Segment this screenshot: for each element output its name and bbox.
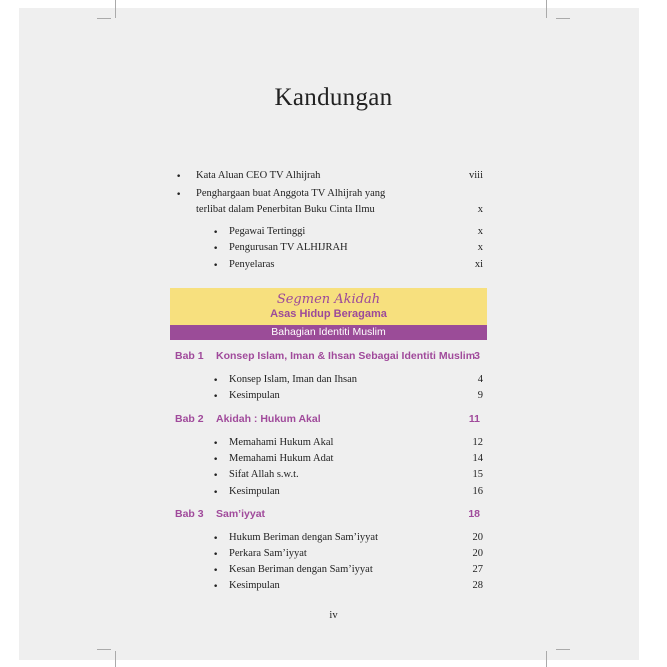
crop-mark	[546, 0, 547, 18]
segment-title: Segmen Akidah	[276, 292, 381, 307]
toc-page-number: viii	[468, 170, 483, 181]
segment-banner	[170, 288, 487, 327]
segment-subtitle: Asas Hidup Beragama	[270, 308, 387, 320]
bullet-icon: •	[176, 172, 182, 182]
toc-page-number: 20	[472, 548, 483, 559]
chapter-page-number: 11	[468, 413, 480, 425]
toc-subentry: Kesimpulan	[229, 390, 280, 401]
toc-subentry: Penyelaras	[229, 259, 275, 270]
toc-subentry: Memahami Hukum Akal	[229, 437, 334, 448]
toc-subentry: Memahami Hukum Adat	[229, 453, 334, 464]
chapter-title: Akidah : Hukum Akal	[216, 413, 321, 425]
toc-subentry: Kesimpulan	[229, 486, 280, 497]
toc-page-number: x	[477, 204, 483, 215]
crop-mark	[97, 18, 111, 19]
toc-page-number: 16	[472, 486, 483, 497]
chapter-title: Sam’iyyat	[216, 508, 266, 520]
toc-entry-continuation: terlibat dalam Penerbitan Buku Cinta Ilmu	[196, 204, 375, 215]
crop-mark	[546, 651, 547, 667]
toc-page-number: 27	[472, 564, 483, 575]
section-banner	[170, 325, 487, 340]
crop-mark	[556, 649, 570, 650]
toc-page-number: x	[477, 226, 483, 237]
chapter-page-number: 3	[474, 350, 480, 362]
bullet-icon: •	[213, 228, 219, 238]
toc-page-number: 28	[472, 580, 483, 591]
chapter-page-number: 18	[468, 508, 480, 520]
toc-page-number: 12	[472, 437, 483, 448]
toc-page-number: 20	[472, 532, 483, 543]
bullet-icon: •	[213, 376, 219, 386]
chapter-title: Konsep Islam, Iman & Ihsan Sebagai Identiti Muslim	[216, 350, 476, 362]
toc-subentry: Pegawai Tertinggi	[229, 226, 306, 237]
toc-page-number: 14	[472, 453, 483, 464]
toc-subentry: Kesan Beriman dengan Sam’iyyat	[229, 564, 373, 575]
toc-page-number: xi	[474, 259, 483, 270]
bullet-icon: •	[213, 582, 219, 592]
crop-mark	[556, 18, 570, 19]
chapter-number: Bab 3	[175, 508, 204, 520]
bullet-icon: •	[176, 190, 182, 200]
bullet-icon: •	[213, 550, 219, 560]
section-title: Bahagian Identiti Muslim	[271, 326, 386, 338]
bullet-icon: •	[213, 455, 219, 465]
bullet-icon: •	[213, 244, 219, 254]
toc-subentry: Perkara Sam’iyyat	[229, 548, 307, 559]
toc-page-number: 15	[472, 469, 483, 480]
bullet-icon: •	[213, 439, 219, 449]
toc-entry: Penghargaan buat Anggota TV Alhijrah yang	[196, 188, 386, 199]
toc-subentry: Konsep Islam, Iman dan Ihsan	[229, 374, 358, 385]
page-title: Kandungan	[274, 84, 393, 111]
bullet-icon: •	[213, 534, 219, 544]
crop-mark	[97, 649, 111, 650]
toc-subentry: Hukum Beriman dengan Sam’iyyat	[229, 532, 379, 543]
toc-page-number: 9	[477, 390, 483, 401]
bullet-icon: •	[213, 488, 219, 498]
toc-entry: Kata Aluan CEO TV Alhijrah	[196, 170, 321, 181]
toc-subentry: Pengurusan TV ALHIJRAH	[229, 242, 348, 253]
bullet-icon: •	[213, 471, 219, 481]
chapter-number: Bab 2	[175, 413, 204, 425]
toc-subentry: Kesimpulan	[229, 580, 280, 591]
bullet-icon: •	[213, 392, 219, 402]
chapter-number: Bab 1	[175, 350, 204, 362]
bullet-icon: •	[213, 566, 219, 576]
toc-page-number: 4	[477, 374, 483, 385]
toc-subentry: Sifat Allah s.w.t.	[229, 469, 299, 480]
bullet-icon: •	[213, 261, 219, 271]
page-number-footer: iv	[329, 610, 338, 621]
crop-mark	[115, 651, 116, 667]
toc-page-number: x	[477, 242, 483, 253]
crop-mark	[115, 0, 116, 18]
